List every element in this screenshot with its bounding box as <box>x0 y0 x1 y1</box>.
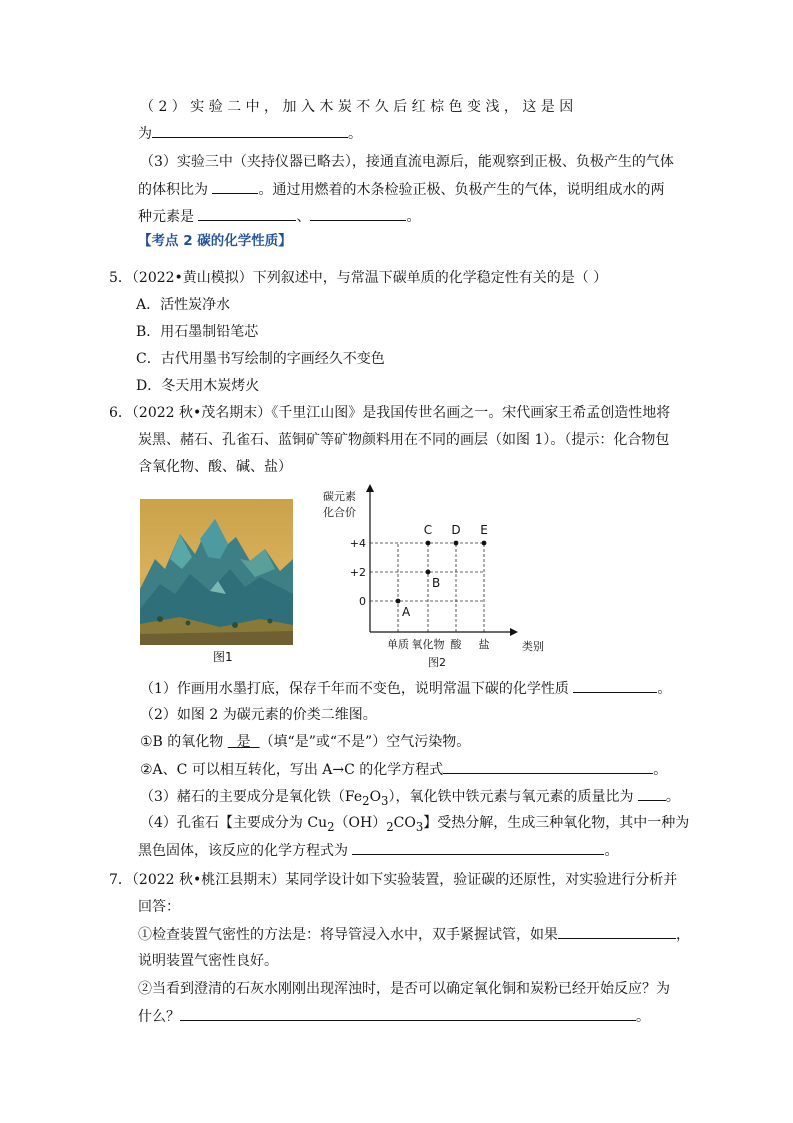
filled-answer-text: 是 <box>236 734 251 750</box>
q6-stem-2: 炭黑、赭石、孔雀石、蓝铜矿等矿物颜料用在不同的画层（如图 1）。（提示：化合物包 <box>138 432 670 448</box>
q6-stem-1: 6．（2022 秋•茂名期末）《千里江山图》是我国传世名画之一。宋代画家王希孟创造性地将 <box>109 405 671 421</box>
q3-line-3 <box>138 206 420 227</box>
x-tick-labels <box>387 637 490 651</box>
answer-blank[interactable] <box>573 678 657 693</box>
q7-stem-2: 回答： <box>138 899 180 915</box>
q6-3-text: （3）赭石的主要成分是氧化铁（Fe <box>140 789 363 805</box>
x-tick-label: 盐 <box>478 638 490 651</box>
grid-lines <box>370 543 484 632</box>
answer-blank[interactable] <box>198 206 296 221</box>
answer-blank[interactable] <box>352 840 604 855</box>
answer-blank[interactable] <box>310 206 406 221</box>
y-axis-label-line-2: 化合价 <box>323 506 356 519</box>
q5-option-c[interactable]: C．古代用墨书写绘制的字画经久不变色 <box>136 351 385 367</box>
q7-part-1b: 说明装置气密性良好。 <box>138 953 278 969</box>
punct: 。 <box>636 1009 650 1025</box>
q6-4b-text: 黑色固体，该反应的化学方程式为 <box>138 843 348 859</box>
y-tick-label: +4 <box>349 537 366 550</box>
q6-part-2a <box>140 732 470 752</box>
punct: 。 <box>604 843 619 859</box>
answer-blank[interactable] <box>152 123 348 138</box>
answer-blank[interactable] <box>180 1006 636 1021</box>
y-axis-arrow <box>366 484 374 492</box>
q2-line-1 <box>140 97 573 117</box>
q6-4-co: CO <box>393 815 416 831</box>
subscript: 3 <box>381 793 389 808</box>
y-tick-labels <box>350 537 366 608</box>
q3-text-4: 种元素是 <box>138 209 194 225</box>
q6-3-post: ），氧化铁中铁元素与氧元素的质量比为 <box>388 789 634 805</box>
q6-4-oh: （OH） <box>334 815 387 831</box>
figure-1-caption: 图1 <box>213 650 233 664</box>
q7-part-2b <box>138 1006 650 1027</box>
data-point-a <box>396 599 401 604</box>
x-axis-label: 类别 <box>522 640 544 653</box>
x-axis-arrow <box>510 628 518 636</box>
q3-line-1 <box>140 152 674 172</box>
q3-text-2: 的体积比为 <box>138 182 208 198</box>
punct: 。 <box>665 789 680 805</box>
q6-part-4b <box>138 840 618 861</box>
data-point-e <box>482 541 487 546</box>
q6-2a-post: （填“是”或“不是”）空气污染物。 <box>259 734 471 750</box>
q2-line-2 <box>138 123 362 144</box>
subscript: 2 <box>327 819 335 834</box>
y-axis-label-line-1: 碳元素 <box>323 490 356 503</box>
x-tick-label: 酸 <box>450 638 462 651</box>
q3-line-2 <box>138 179 664 200</box>
subscript: 2 <box>386 819 394 834</box>
q7-stem-1: 7．（2022 秋•桃江县期末）某同学设计如下实验装置，验证碳的还原性，对实验进行分析并 <box>109 872 678 888</box>
figure-1-painting <box>140 499 293 645</box>
q5-option-a[interactable]: A．活性炭净水 <box>136 297 231 313</box>
punct: ， <box>676 927 690 943</box>
q6-part-2b <box>140 759 667 780</box>
q6-part-4 <box>140 813 689 837</box>
punct: 、 <box>296 209 311 225</box>
section-header: 【考点 2 碳的化学性质】 <box>138 233 292 249</box>
answer-blank[interactable] <box>443 759 653 774</box>
q6-part-2: （2）如图 2 为碳元素的价类二维图。 <box>140 707 377 723</box>
q7-part-1 <box>138 924 690 945</box>
answer-blank[interactable] <box>212 179 258 194</box>
data-point-c <box>426 541 431 546</box>
y-tick-label: +2 <box>349 566 366 579</box>
q5-option-d[interactable]: D．冬天用木炭烤火 <box>136 378 260 394</box>
y-tick-label: 0 <box>359 595 366 608</box>
answer-blank[interactable] <box>638 786 666 801</box>
punct: 。 <box>657 681 672 697</box>
data-point-b <box>426 570 431 575</box>
subscript: 3 <box>415 819 424 834</box>
q6-4-text: （4）孔雀石【主要成分为 Cu <box>140 815 328 831</box>
data-points <box>396 523 488 619</box>
filled-answer[interactable] <box>228 734 260 750</box>
q6-2b-text: ②A、C 可以相互转化，写出 A→C 的化学方程式 <box>140 762 444 778</box>
data-point-label: A <box>402 605 411 619</box>
q6-4-post: 】受热分解，生成三种氧化物，其中一种为 <box>423 815 690 831</box>
q6-part-1 <box>140 678 671 699</box>
q6-part-3 <box>140 786 680 811</box>
punct: 。 <box>348 126 362 142</box>
q7-part-2: ②当看到澄清的石灰水刚刚出现浑浊时，是否可以确定氧化铜和炭粉已经开始反应？为 <box>138 981 670 997</box>
q6-1-text: （1）作画用水墨打底，保存千年而不变色，说明常温下碳的化学性质 <box>140 681 569 697</box>
q5-stem: 5．（2022•黄山模拟）下列叙述中，与常温下碳单质的化学稳定性有关的是（ ） <box>109 270 608 286</box>
subscript: 2 <box>362 793 370 808</box>
data-point-label: D <box>451 523 461 537</box>
data-point-label: B <box>432 576 441 590</box>
q2-text-2: 为 <box>138 126 152 142</box>
q6-3-o: O <box>369 789 382 805</box>
q3-text: （3）实验三中（夹持仪器已略去），接通直流电源后，能观察到正极、负极产生的气体 <box>140 154 674 170</box>
landscape-painting-image <box>140 499 293 645</box>
q6-stem-3: 含氧化物、酸、碱、盐） <box>138 459 292 475</box>
punct: 。 <box>406 209 421 225</box>
x-tick-label: 氧化物 <box>411 638 445 651</box>
data-point-d <box>454 541 459 546</box>
q7-1-text: ①检查装置气密性的方法是：将导管浸入水中，双手紧握试管，如果 <box>138 927 558 943</box>
q2-text: （ 2 ） 实 验 二 中 ， 加 入 木 炭 不 久 后 红 棕 色 变 浅 ， 这 是 因 <box>140 99 574 115</box>
data-point-label: C <box>423 523 433 537</box>
q7-2b-text: 什么？ <box>138 1009 180 1025</box>
punct: 。 <box>653 762 668 778</box>
answer-blank[interactable] <box>558 924 676 939</box>
figure-2-caption: 图2 <box>428 656 446 669</box>
q5-option-b[interactable]: B．用石墨制铅笔芯 <box>136 324 259 340</box>
q6-2a-text: ①B 的氧化物 <box>140 734 224 750</box>
q3-text-3: 。通过用燃着的木条检验正极、负极产生的气体，说明组成水的两 <box>258 182 665 198</box>
data-point-label: E <box>480 523 488 537</box>
figure-2-chart <box>318 482 550 672</box>
x-tick-label: 单质 <box>387 638 409 651</box>
